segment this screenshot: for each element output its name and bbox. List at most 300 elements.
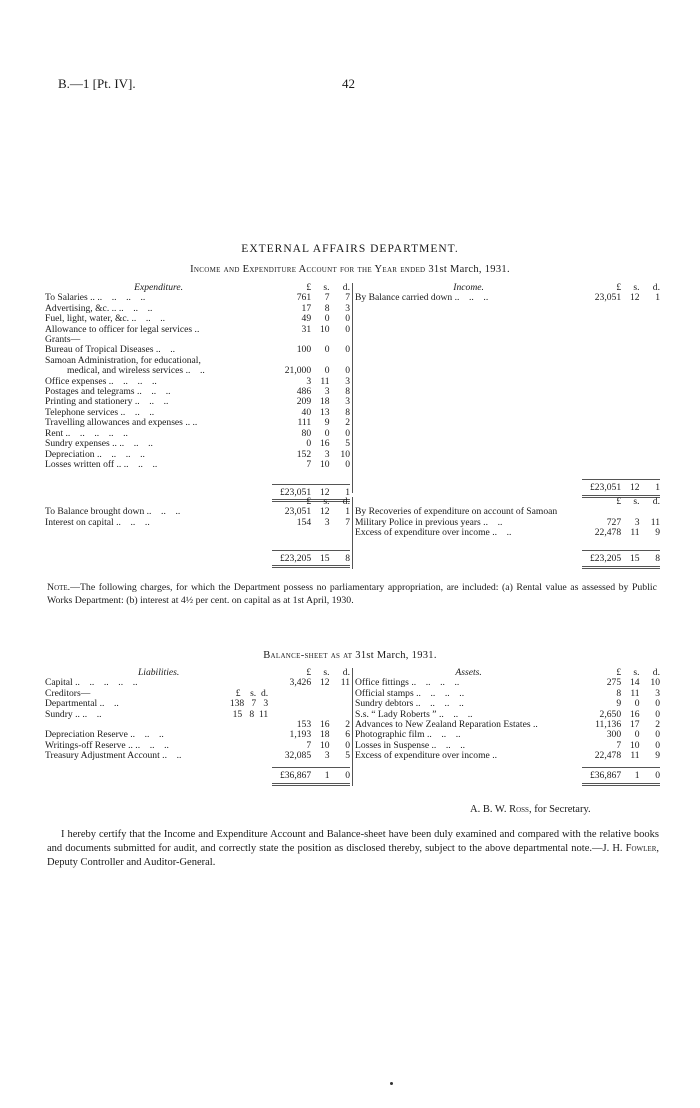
currency-pounds: £ bbox=[616, 496, 622, 507]
pence-value: 0 bbox=[345, 739, 350, 751]
pence-value: 2 bbox=[345, 417, 350, 429]
pence-value: 0 bbox=[345, 427, 350, 439]
shillings-value: 10 bbox=[629, 739, 640, 751]
row-description bbox=[45, 439, 272, 449]
pence-value: 0 bbox=[655, 698, 660, 710]
liability-row bbox=[45, 751, 350, 761]
leader-dots: .. .. .. bbox=[116, 517, 150, 528]
balance-sheet bbox=[45, 668, 660, 786]
row-label: Bureau of Tropical Diseases bbox=[45, 345, 154, 356]
currency-heading-row bbox=[355, 497, 660, 507]
spacer-row bbox=[355, 539, 660, 551]
shillings-value: 0 bbox=[324, 344, 330, 356]
pence-value: 5 bbox=[345, 438, 350, 450]
pounds-value: 100 bbox=[296, 344, 312, 356]
income-account-title bbox=[0, 264, 700, 275]
leader-dots: .. bbox=[194, 324, 200, 335]
shillings-value: 3 bbox=[324, 750, 330, 762]
liabilities-table bbox=[45, 668, 350, 786]
total-spacer bbox=[355, 768, 582, 784]
liability-row bbox=[45, 730, 350, 740]
pence-value: 10 bbox=[340, 448, 350, 460]
leader-dots: .. .. .. bbox=[146, 507, 181, 518]
row-description bbox=[45, 387, 272, 397]
total-pence: 0 bbox=[642, 768, 660, 784]
row-description bbox=[45, 450, 272, 460]
pounds-value: 49 bbox=[301, 313, 312, 325]
row-label: To Salaries .. bbox=[45, 293, 95, 304]
pence-value bbox=[332, 699, 350, 709]
pence-value: 0 bbox=[345, 344, 350, 356]
audit-certificate bbox=[47, 828, 659, 870]
shillings-value: 12 bbox=[319, 677, 330, 689]
row-description bbox=[45, 678, 272, 688]
row-label: medical, and wireless services bbox=[67, 366, 184, 377]
row-label: By Balance carried down bbox=[355, 293, 453, 304]
currency-shillings: s. bbox=[633, 282, 640, 293]
row-label: Official stamps bbox=[355, 688, 414, 699]
row-label: Sundry .. bbox=[45, 709, 80, 720]
row-description bbox=[45, 699, 272, 709]
leader-dots: .. .. .. bbox=[454, 293, 489, 304]
asset-row bbox=[355, 689, 660, 699]
row-description bbox=[45, 345, 272, 355]
inner-amount: 15 8 11 bbox=[232, 709, 269, 720]
pence-value: 11 bbox=[650, 516, 660, 528]
total-pence: 1 bbox=[642, 480, 660, 496]
currency-pence: d. bbox=[652, 667, 660, 678]
row-description bbox=[355, 689, 582, 699]
currency-pounds: £ bbox=[616, 282, 622, 293]
total-spacer bbox=[355, 480, 582, 496]
total-pounds: £36,867 bbox=[582, 768, 623, 784]
spacer-row bbox=[355, 304, 660, 480]
leader-dots: .. .. .. bbox=[118, 303, 153, 314]
shillings-value: 16 bbox=[319, 719, 330, 731]
pounds-value: 111 bbox=[297, 417, 312, 429]
row-description bbox=[45, 689, 272, 699]
leader-dots: .. .. .. .. bbox=[416, 688, 465, 699]
row-description bbox=[45, 720, 272, 730]
pence-value: 7 bbox=[345, 292, 350, 304]
total-row bbox=[45, 550, 350, 566]
shillings-value: 10 bbox=[319, 323, 330, 335]
total-spacer bbox=[45, 768, 272, 784]
pounds-value: 7 bbox=[306, 739, 312, 751]
pounds-value: 17 bbox=[301, 302, 312, 314]
expenditure-table bbox=[45, 283, 350, 502]
note-text: —The following charges, for which the Department possess no parliamentary appropriation, are included: (a) Rental value as assessed by Public Works Department: (b) interest at 4½ per cent. on capital as at 1st April, 1930. bbox=[47, 582, 657, 606]
row-description bbox=[45, 518, 272, 528]
row-description bbox=[355, 730, 582, 740]
liability-row bbox=[45, 699, 350, 709]
row-label: Departmental bbox=[45, 699, 98, 710]
pence-value: 10 bbox=[650, 677, 660, 689]
leader-dots: .. .. .. .. bbox=[415, 699, 464, 710]
assets-table bbox=[355, 668, 660, 786]
pounds-value: 209 bbox=[296, 396, 312, 408]
pounds-value bbox=[272, 699, 313, 709]
row-description bbox=[355, 699, 582, 709]
shillings-value: 10 bbox=[319, 739, 330, 751]
balance-sheet-title bbox=[0, 650, 700, 661]
balance-left-row bbox=[45, 518, 350, 528]
pence-value: 1 bbox=[345, 506, 350, 518]
signatory-role: for Secretary. bbox=[534, 804, 591, 815]
total-pounds: £36,867 bbox=[272, 768, 313, 784]
signature-line bbox=[470, 804, 591, 815]
currency-pounds: £ bbox=[616, 667, 622, 678]
auditor-role: Deputy Controller and Auditor-General. bbox=[47, 857, 216, 868]
row-description bbox=[355, 710, 582, 720]
balance-left-table bbox=[45, 497, 350, 568]
pounds-value: 80 bbox=[301, 427, 312, 439]
pounds-value: 152 bbox=[296, 448, 312, 460]
total-row bbox=[45, 768, 350, 784]
currency-pence: d. bbox=[342, 496, 350, 507]
shillings-value: 8 bbox=[324, 302, 330, 314]
expenditure-row bbox=[45, 345, 350, 355]
shillings-value: 16 bbox=[319, 438, 330, 450]
pounds-value: 275 bbox=[606, 677, 622, 689]
balance-right-table bbox=[355, 497, 660, 569]
income-heading: Income. bbox=[453, 283, 484, 293]
shillings-value: 11 bbox=[320, 375, 330, 387]
shillings-value: 7 bbox=[324, 292, 330, 304]
page-reference: B.—1 [Pt. IV]. bbox=[58, 76, 136, 91]
asset-row bbox=[355, 751, 660, 761]
liabilities-side bbox=[45, 668, 350, 786]
expenditure-row bbox=[45, 450, 350, 460]
pence-value: 0 bbox=[655, 739, 660, 751]
currency-pence: d. bbox=[652, 496, 660, 507]
total-shillings: 1 bbox=[623, 768, 641, 784]
pence-value: 0 bbox=[345, 365, 350, 377]
expenditure-row bbox=[45, 460, 350, 470]
ledger-divider bbox=[352, 497, 353, 569]
pence-value: 8 bbox=[345, 386, 350, 398]
row-label: Sundry expenses .. bbox=[45, 439, 117, 450]
leader-dots: .. bbox=[192, 418, 198, 429]
leader-dots: .. .. .. bbox=[123, 459, 158, 470]
leader-dots: .. .. .. bbox=[134, 397, 169, 408]
pounds-value: 8 bbox=[616, 687, 622, 699]
pounds-value bbox=[272, 689, 313, 699]
leader-dots: .. .. .. bbox=[131, 314, 166, 325]
leader-dots: .. .. bbox=[155, 345, 176, 356]
pence-value: 7 bbox=[345, 516, 350, 528]
income-table bbox=[355, 283, 660, 498]
total-pounds: £23,051 bbox=[582, 480, 623, 496]
row-label: Interest on capital bbox=[45, 517, 114, 528]
assets-side bbox=[355, 668, 660, 786]
row-description bbox=[355, 518, 582, 528]
row-description bbox=[45, 429, 272, 439]
row-description bbox=[355, 507, 582, 517]
shillings-value bbox=[313, 699, 331, 709]
row-label: Advances to New Zealand Reparation Estates bbox=[355, 720, 531, 731]
total-spacer bbox=[45, 550, 272, 566]
expenditure-row bbox=[45, 366, 350, 376]
row-description bbox=[45, 304, 272, 314]
total-pounds: £23,205 bbox=[582, 551, 623, 567]
row-description bbox=[45, 418, 272, 428]
leader-dots: .. .. .. bbox=[136, 387, 171, 398]
pounds-value: 7 bbox=[306, 458, 312, 470]
currency-shillings: s. bbox=[633, 496, 640, 507]
row-label: Fuel, light, water, &c. bbox=[45, 314, 130, 325]
shillings-value: 3 bbox=[324, 448, 330, 460]
pounds-value: 22,478 bbox=[594, 527, 622, 539]
balance-sheet-title-date: 31st March, 1931. bbox=[355, 650, 437, 661]
shillings-value: 16 bbox=[629, 708, 640, 720]
asset-row bbox=[355, 730, 660, 740]
row-description bbox=[45, 335, 272, 345]
row-description bbox=[45, 408, 272, 418]
department-title: EXTERNAL AFFAIRS DEPARTMENT. bbox=[241, 243, 459, 255]
shillings-value: 9 bbox=[324, 417, 330, 429]
currency-pence: d. bbox=[342, 667, 350, 678]
pence-value: 0 bbox=[345, 458, 350, 470]
shillings-value: 0 bbox=[324, 313, 330, 325]
expenditure-row bbox=[45, 325, 350, 335]
row-description bbox=[355, 741, 582, 751]
pounds-value: 23,051 bbox=[594, 292, 622, 304]
row-label: Creditors— bbox=[45, 688, 91, 699]
departmental-note bbox=[47, 582, 657, 607]
shillings-value: 12 bbox=[629, 292, 640, 304]
leader-dots: .. .. bbox=[99, 699, 119, 710]
total-shillings: 12 bbox=[313, 484, 331, 500]
row-description bbox=[355, 720, 582, 730]
shillings-value: 11 bbox=[630, 527, 640, 539]
print-speck bbox=[390, 1082, 393, 1085]
row-label: Writings-off Reserve .. bbox=[45, 740, 133, 751]
shillings-value: 0 bbox=[324, 365, 330, 377]
leader-dots: .. .. .. bbox=[438, 709, 473, 720]
shillings-value: 17 bbox=[629, 719, 640, 731]
currency-pence: d. bbox=[652, 282, 660, 293]
income-side bbox=[355, 283, 660, 498]
shillings-value: 12 bbox=[319, 506, 330, 518]
pence-value: 3 bbox=[655, 687, 660, 699]
liability-row bbox=[45, 678, 350, 688]
total-pence: 1 bbox=[332, 484, 350, 500]
balance-left-side bbox=[45, 497, 350, 568]
row-description bbox=[45, 710, 272, 720]
pounds-value: 31 bbox=[301, 323, 312, 335]
auditor-name: Fowler, bbox=[625, 843, 660, 854]
leader-dots: .. .. .. bbox=[431, 740, 466, 751]
pence-value: 0 bbox=[655, 708, 660, 720]
assets-heading: Assets. bbox=[455, 668, 482, 678]
row-description bbox=[45, 356, 272, 366]
row-label: To Balance brought down bbox=[45, 507, 145, 518]
liabilities-heading: Liabilities. bbox=[137, 668, 180, 678]
currency-pounds: £ bbox=[306, 496, 312, 507]
currency-shillings: s. bbox=[633, 667, 640, 678]
expenditure-row bbox=[45, 429, 350, 439]
row-description bbox=[355, 751, 582, 761]
pence-value: 8 bbox=[345, 406, 350, 418]
income-expenditure-balance bbox=[45, 497, 660, 571]
leader-dots: .. .. .. bbox=[130, 730, 164, 741]
row-description bbox=[45, 507, 272, 517]
row-label: Advertising, &c. .. bbox=[45, 303, 117, 314]
pounds-value: 727 bbox=[606, 516, 622, 528]
pence-value: 9 bbox=[655, 527, 660, 539]
pence-value: 0 bbox=[345, 323, 350, 335]
leader-dots: .. .. .. .. bbox=[97, 293, 146, 304]
row-label: Losses in Suspense bbox=[355, 740, 430, 751]
pence-value: 11 bbox=[340, 677, 350, 689]
row-label: Office expenses bbox=[45, 376, 107, 387]
pounds-value: 761 bbox=[296, 292, 312, 304]
leader-dots: .. .. bbox=[162, 751, 182, 762]
leader-dots: .. .. .. .. .. bbox=[75, 678, 138, 689]
pounds-value: 40 bbox=[301, 406, 312, 418]
row-description bbox=[355, 678, 582, 688]
total-shillings: 15 bbox=[623, 551, 641, 567]
total-pence: 8 bbox=[332, 550, 350, 566]
leader-dots: .. .. bbox=[492, 528, 512, 539]
leader-dots: .. .. .. .. bbox=[96, 449, 145, 460]
shillings-value: 0 bbox=[634, 729, 640, 741]
pounds-value: 21,000 bbox=[284, 365, 312, 377]
currency-shillings: s. bbox=[323, 282, 330, 293]
certificate-text: I hereby certify that the Income and Expenditure Account and Balance-sheet have been duly examined and compared with the relative books and documents submitted for audit, and correctly state the position as disclosed thereby, subject to the above departmental note.—J. H. bbox=[47, 829, 659, 854]
pence-value: 3 bbox=[345, 302, 350, 314]
shillings-value bbox=[313, 689, 331, 699]
row-description bbox=[355, 528, 582, 538]
pounds-value: 486 bbox=[296, 386, 312, 398]
pence-value: 2 bbox=[655, 719, 660, 731]
income-expenditure-account bbox=[45, 282, 660, 498]
pounds-value: 3,426 bbox=[289, 677, 312, 689]
row-description bbox=[45, 730, 272, 740]
currency-shillings: s. bbox=[323, 496, 330, 507]
pounds-value: 32,085 bbox=[284, 750, 312, 762]
row-label: Postages and telegrams bbox=[45, 387, 135, 398]
pounds-value: 0 bbox=[306, 438, 312, 450]
pence-value: 6 bbox=[345, 729, 350, 741]
row-label: Travelling allowances and expenses .. bbox=[45, 418, 191, 429]
leader-dots: .. .. bbox=[185, 366, 205, 377]
pounds-value: 22,478 bbox=[594, 750, 622, 762]
ledger-divider bbox=[352, 283, 353, 493]
income-account-title-main: Income and Expenditure Account for the Year ended bbox=[190, 264, 426, 275]
shillings-value: 18 bbox=[319, 396, 330, 408]
shillings-value: 3 bbox=[324, 386, 330, 398]
row-description bbox=[45, 397, 272, 407]
expenditure-side bbox=[45, 283, 350, 502]
currency-pounds: £ bbox=[306, 667, 312, 678]
row-label: Losses written off .. bbox=[45, 459, 122, 470]
pence-value: 2 bbox=[345, 719, 350, 731]
leader-dots: .. .. .. .. bbox=[411, 678, 460, 689]
leader-dots: .. .. .. .. .. bbox=[65, 428, 128, 439]
leader-dots: .. .. bbox=[82, 709, 102, 720]
shillings-value: 0 bbox=[634, 698, 640, 710]
income-row bbox=[355, 293, 660, 303]
shillings-value: 18 bbox=[319, 729, 330, 741]
row-label: Military Police in previous years bbox=[355, 517, 481, 528]
ledger-divider bbox=[352, 668, 353, 786]
pounds-value: 11,136 bbox=[595, 719, 622, 731]
expenditure-row bbox=[45, 439, 350, 449]
shillings-value: 0 bbox=[324, 427, 330, 439]
currency-pence: d. bbox=[342, 282, 350, 293]
currency-pounds: £ bbox=[306, 282, 312, 293]
row-label: Capital bbox=[45, 678, 73, 689]
leader-dots: .. bbox=[492, 751, 497, 762]
row-label: Photographic film bbox=[355, 730, 425, 741]
row-description bbox=[45, 751, 272, 761]
pounds-value: 154 bbox=[296, 516, 312, 528]
leader-dots: .. bbox=[532, 720, 538, 731]
page-header bbox=[0, 76, 700, 92]
leader-dots: .. .. bbox=[483, 517, 503, 528]
row-label: S.s. “ Lady Roberts ” bbox=[355, 709, 437, 720]
total-row bbox=[355, 768, 660, 784]
row-label: Allowance to officer for legal services bbox=[45, 324, 193, 335]
shillings-value: 10 bbox=[319, 458, 330, 470]
row-label: Sundry debtors bbox=[355, 699, 414, 710]
asset-row bbox=[355, 678, 660, 688]
row-description bbox=[45, 325, 272, 335]
total-shillings: 15 bbox=[313, 550, 331, 566]
total-pounds: £23,051 bbox=[272, 484, 313, 500]
row-label: Grants— bbox=[45, 335, 81, 346]
total-pence: 0 bbox=[332, 768, 350, 784]
row-label: Excess of expenditure over income bbox=[355, 751, 490, 762]
shillings-value: 14 bbox=[629, 677, 640, 689]
row-label: Excess of expenditure over income bbox=[355, 528, 490, 539]
balance-right-side bbox=[355, 497, 660, 569]
leader-dots: .. .. .. bbox=[135, 740, 169, 751]
pence-value: 0 bbox=[655, 729, 660, 741]
pounds-value: 7 bbox=[616, 739, 622, 751]
row-description bbox=[45, 314, 272, 324]
row-label: Printing and stationery bbox=[45, 397, 133, 408]
row-description bbox=[45, 377, 272, 387]
expenditure-heading: Expenditure. bbox=[134, 283, 184, 293]
row-label: Rent bbox=[45, 428, 64, 439]
pence-value: 9 bbox=[655, 750, 660, 762]
inner-amount: £ s. d. bbox=[235, 688, 269, 699]
income-account-title-date: 31st March, 1931. bbox=[428, 264, 510, 275]
row-label: Telephone services bbox=[45, 407, 119, 418]
leader-dots: .. .. .. bbox=[120, 407, 155, 418]
pounds-value: 1,193 bbox=[289, 729, 312, 741]
row-label: Depreciation bbox=[45, 449, 95, 460]
pence-value: 3 bbox=[345, 396, 350, 408]
spacer-row bbox=[45, 470, 350, 484]
leader-dots: .. .. .. .. bbox=[108, 376, 157, 387]
row-label: Office fittings bbox=[355, 678, 409, 689]
pence-value: 5 bbox=[345, 750, 350, 762]
row-label: Depreciation Reserve bbox=[45, 730, 128, 741]
total-shillings: 1 bbox=[313, 768, 331, 784]
pence-value: 3 bbox=[345, 375, 350, 387]
pounds-value: 23,051 bbox=[284, 506, 312, 518]
pence-value: 1 bbox=[655, 292, 660, 304]
pounds-value: 9 bbox=[616, 698, 622, 710]
pounds-value: 153 bbox=[296, 719, 312, 731]
shillings-value: 11 bbox=[630, 750, 640, 762]
shillings-value: 3 bbox=[324, 516, 330, 528]
row-description bbox=[45, 741, 272, 751]
